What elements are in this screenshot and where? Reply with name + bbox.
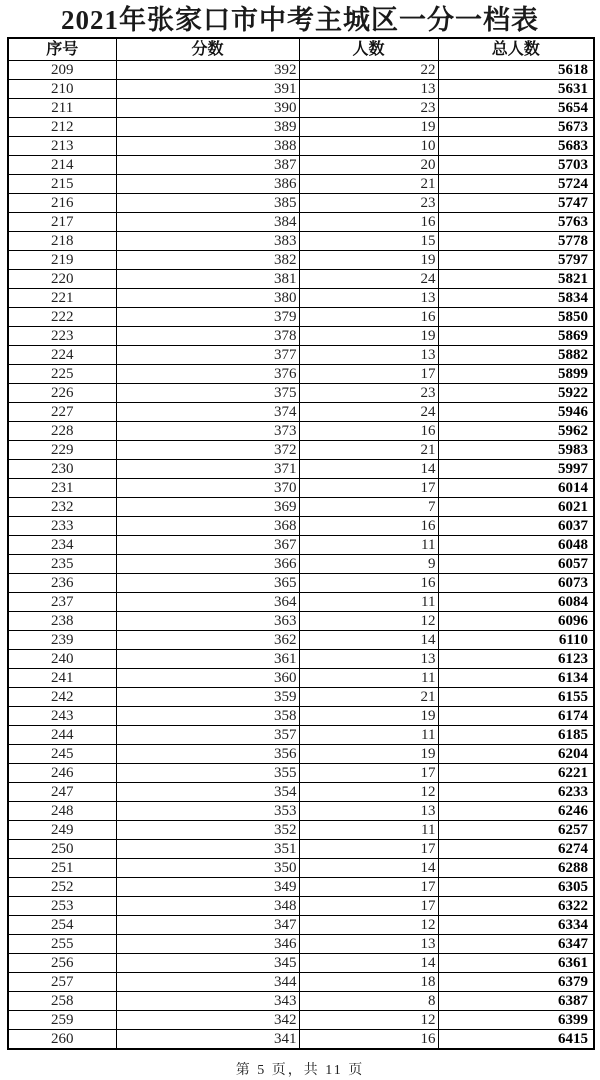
table-row [8, 669, 594, 688]
count-cell: 20 [299, 156, 438, 175]
total-cell: 6361 [438, 954, 594, 973]
serial-cell: 228 [8, 422, 116, 441]
count-cell: 19 [299, 707, 438, 726]
count-cell: 16 [299, 213, 438, 232]
count-cell: 11 [299, 536, 438, 555]
table-row [8, 479, 594, 498]
count-cell: 16 [299, 517, 438, 536]
table-row [8, 745, 594, 764]
score-cell: 376 [116, 365, 299, 384]
score-cell: 363 [116, 612, 299, 631]
serial-cell: 251 [8, 859, 116, 878]
score-cell: 342 [116, 1011, 299, 1030]
table-row [8, 954, 594, 973]
total-cell: 5683 [438, 137, 594, 156]
score-cell: 346 [116, 935, 299, 954]
count-cell: 23 [299, 99, 438, 118]
serial-cell: 216 [8, 194, 116, 213]
serial-cell: 252 [8, 878, 116, 897]
total-cell: 6322 [438, 897, 594, 916]
count-cell: 13 [299, 289, 438, 308]
score-cell: 372 [116, 441, 299, 460]
table-row [8, 574, 594, 593]
total-cell: 5618 [438, 61, 594, 80]
score-cell: 366 [116, 555, 299, 574]
score-cell: 343 [116, 992, 299, 1011]
score-cell: 348 [116, 897, 299, 916]
score-cell: 341 [116, 1030, 299, 1050]
score-cell: 367 [116, 536, 299, 555]
total-cell: 6415 [438, 1030, 594, 1050]
total-cell: 5763 [438, 213, 594, 232]
count-cell: 19 [299, 327, 438, 346]
count-cell: 12 [299, 916, 438, 935]
serial-cell: 249 [8, 821, 116, 840]
table-row [8, 707, 594, 726]
count-cell: 16 [299, 1030, 438, 1050]
score-cell: 361 [116, 650, 299, 669]
table-row [8, 555, 594, 574]
total-cell: 6257 [438, 821, 594, 840]
score-cell: 347 [116, 916, 299, 935]
score-cell: 354 [116, 783, 299, 802]
serial-cell: 244 [8, 726, 116, 745]
table-row [8, 1011, 594, 1030]
score-cell: 358 [116, 707, 299, 726]
table-row [8, 80, 594, 99]
total-cell: 6334 [438, 916, 594, 935]
score-cell: 392 [116, 61, 299, 80]
count-cell: 16 [299, 422, 438, 441]
total-cell: 6305 [438, 878, 594, 897]
score-cell: 344 [116, 973, 299, 992]
score-cell: 384 [116, 213, 299, 232]
score-cell: 382 [116, 251, 299, 270]
serial-cell: 232 [8, 498, 116, 517]
score-cell: 377 [116, 346, 299, 365]
total-cell: 5778 [438, 232, 594, 251]
total-cell: 5631 [438, 80, 594, 99]
total-cell: 6387 [438, 992, 594, 1011]
table-row [8, 251, 594, 270]
serial-cell: 240 [8, 650, 116, 669]
count-cell: 9 [299, 555, 438, 574]
header-count: 人数 [299, 38, 438, 61]
table-row [8, 175, 594, 194]
score-cell: 386 [116, 175, 299, 194]
score-cell: 378 [116, 327, 299, 346]
total-cell: 5821 [438, 270, 594, 289]
count-cell: 11 [299, 726, 438, 745]
serial-cell: 222 [8, 308, 116, 327]
serial-cell: 209 [8, 61, 116, 80]
serial-cell: 257 [8, 973, 116, 992]
score-cell: 374 [116, 403, 299, 422]
table-row [8, 935, 594, 954]
table-row [8, 916, 594, 935]
score-cell: 390 [116, 99, 299, 118]
table-row [8, 536, 594, 555]
table-row [8, 61, 594, 80]
count-cell: 19 [299, 118, 438, 137]
table-row [8, 308, 594, 327]
total-cell: 6246 [438, 802, 594, 821]
count-cell: 14 [299, 954, 438, 973]
serial-cell: 214 [8, 156, 116, 175]
total-cell: 6288 [438, 859, 594, 878]
serial-cell: 219 [8, 251, 116, 270]
count-cell: 13 [299, 650, 438, 669]
total-cell: 5724 [438, 175, 594, 194]
table-row [8, 973, 594, 992]
table-row [8, 859, 594, 878]
count-cell: 14 [299, 460, 438, 479]
table-body [8, 61, 594, 1050]
score-cell: 383 [116, 232, 299, 251]
count-cell: 15 [299, 232, 438, 251]
total-cell: 5997 [438, 460, 594, 479]
table-row [8, 384, 594, 403]
serial-cell: 245 [8, 745, 116, 764]
score-cell: 359 [116, 688, 299, 707]
table-row [8, 612, 594, 631]
serial-cell: 211 [8, 99, 116, 118]
table-row [8, 688, 594, 707]
serial-cell: 220 [8, 270, 116, 289]
count-cell: 13 [299, 935, 438, 954]
score-cell: 351 [116, 840, 299, 859]
serial-cell: 213 [8, 137, 116, 156]
table-row [8, 878, 594, 897]
count-cell: 12 [299, 1011, 438, 1030]
serial-cell: 256 [8, 954, 116, 973]
count-cell: 16 [299, 574, 438, 593]
table-row [8, 498, 594, 517]
serial-cell: 226 [8, 384, 116, 403]
score-cell: 349 [116, 878, 299, 897]
serial-cell: 255 [8, 935, 116, 954]
total-cell: 6057 [438, 555, 594, 574]
score-cell: 371 [116, 460, 299, 479]
count-cell: 10 [299, 137, 438, 156]
table-row [8, 213, 594, 232]
serial-cell: 229 [8, 441, 116, 460]
page-footer: 第 5 页，共 11 页 [235, 1063, 365, 1078]
total-cell: 5899 [438, 365, 594, 384]
score-cell: 345 [116, 954, 299, 973]
table-row [8, 99, 594, 118]
total-cell: 5922 [438, 384, 594, 403]
table-row [8, 156, 594, 175]
table-row [8, 821, 594, 840]
total-cell: 6037 [438, 517, 594, 536]
total-cell: 6399 [438, 1011, 594, 1030]
total-cell: 6347 [438, 935, 594, 954]
total-cell: 5850 [438, 308, 594, 327]
total-cell: 5946 [438, 403, 594, 422]
table-row [8, 270, 594, 289]
count-cell: 13 [299, 802, 438, 821]
total-cell: 5747 [438, 194, 594, 213]
serial-cell: 253 [8, 897, 116, 916]
table-row [8, 365, 594, 384]
serial-cell: 259 [8, 1011, 116, 1030]
count-cell: 11 [299, 593, 438, 612]
total-cell: 6134 [438, 669, 594, 688]
total-cell: 6084 [438, 593, 594, 612]
serial-cell: 248 [8, 802, 116, 821]
score-cell: 356 [116, 745, 299, 764]
score-cell: 365 [116, 574, 299, 593]
total-cell: 5797 [438, 251, 594, 270]
total-cell: 5834 [438, 289, 594, 308]
total-cell: 6123 [438, 650, 594, 669]
count-cell: 24 [299, 270, 438, 289]
count-cell: 7 [299, 498, 438, 517]
serial-cell: 234 [8, 536, 116, 555]
serial-cell: 260 [8, 1030, 116, 1050]
count-cell: 17 [299, 764, 438, 783]
serial-cell: 212 [8, 118, 116, 137]
table-row [8, 840, 594, 859]
count-cell: 19 [299, 251, 438, 270]
score-cell: 350 [116, 859, 299, 878]
serial-cell: 246 [8, 764, 116, 783]
total-cell: 5882 [438, 346, 594, 365]
score-cell: 385 [116, 194, 299, 213]
count-cell: 17 [299, 479, 438, 498]
score-cell: 353 [116, 802, 299, 821]
serial-cell: 218 [8, 232, 116, 251]
count-cell: 14 [299, 631, 438, 650]
count-cell: 11 [299, 821, 438, 840]
count-cell: 12 [299, 612, 438, 631]
table-row [8, 783, 594, 802]
score-cell: 360 [116, 669, 299, 688]
total-cell: 6048 [438, 536, 594, 555]
score-cell: 381 [116, 270, 299, 289]
serial-cell: 235 [8, 555, 116, 574]
score-cell: 375 [116, 384, 299, 403]
count-cell: 17 [299, 878, 438, 897]
serial-cell: 215 [8, 175, 116, 194]
table-row [8, 726, 594, 745]
total-cell: 5673 [438, 118, 594, 137]
total-cell: 6174 [438, 707, 594, 726]
score-cell: 387 [116, 156, 299, 175]
serial-cell: 243 [8, 707, 116, 726]
score-cell: 355 [116, 764, 299, 783]
serial-cell: 242 [8, 688, 116, 707]
count-cell: 8 [299, 992, 438, 1011]
count-cell: 21 [299, 441, 438, 460]
count-cell: 18 [299, 973, 438, 992]
total-cell: 6204 [438, 745, 594, 764]
table-row [8, 118, 594, 137]
count-cell: 11 [299, 669, 438, 688]
table-row [8, 650, 594, 669]
count-cell: 21 [299, 175, 438, 194]
serial-cell: 233 [8, 517, 116, 536]
serial-cell: 210 [8, 80, 116, 99]
serial-cell: 230 [8, 460, 116, 479]
total-cell: 5983 [438, 441, 594, 460]
total-cell: 6221 [438, 764, 594, 783]
total-cell: 6073 [438, 574, 594, 593]
score-cell: 368 [116, 517, 299, 536]
table-row [8, 517, 594, 536]
table-row [8, 346, 594, 365]
serial-cell: 227 [8, 403, 116, 422]
total-cell: 5869 [438, 327, 594, 346]
total-cell: 6110 [438, 631, 594, 650]
table-row [8, 403, 594, 422]
total-cell: 5654 [438, 99, 594, 118]
table-row [8, 289, 594, 308]
serial-cell: 247 [8, 783, 116, 802]
score-cell: 391 [116, 80, 299, 99]
score-cell: 357 [116, 726, 299, 745]
total-cell: 5962 [438, 422, 594, 441]
serial-cell: 236 [8, 574, 116, 593]
serial-cell: 225 [8, 365, 116, 384]
header-score: 分数 [116, 38, 299, 61]
score-cell: 370 [116, 479, 299, 498]
table-row [8, 232, 594, 251]
count-cell: 13 [299, 346, 438, 365]
serial-cell: 258 [8, 992, 116, 1011]
header-serial: 序号 [8, 38, 116, 61]
serial-cell: 239 [8, 631, 116, 650]
count-cell: 12 [299, 783, 438, 802]
table-row [8, 194, 594, 213]
table-row [8, 764, 594, 783]
total-cell: 6274 [438, 840, 594, 859]
count-cell: 17 [299, 840, 438, 859]
count-cell: 19 [299, 745, 438, 764]
serial-cell: 254 [8, 916, 116, 935]
serial-cell: 224 [8, 346, 116, 365]
score-cell: 380 [116, 289, 299, 308]
serial-cell: 231 [8, 479, 116, 498]
score-cell: 362 [116, 631, 299, 650]
table-row [8, 631, 594, 650]
score-cell: 388 [116, 137, 299, 156]
total-cell: 6379 [438, 973, 594, 992]
count-cell: 14 [299, 859, 438, 878]
table-row [8, 137, 594, 156]
count-cell: 17 [299, 365, 438, 384]
count-cell: 21 [299, 688, 438, 707]
count-cell: 17 [299, 897, 438, 916]
total-cell: 6233 [438, 783, 594, 802]
score-distribution-table [7, 37, 595, 1050]
table-row [8, 441, 594, 460]
serial-cell: 238 [8, 612, 116, 631]
total-cell: 6021 [438, 498, 594, 517]
total-cell: 6155 [438, 688, 594, 707]
table-row [8, 460, 594, 479]
table-row [8, 1030, 594, 1050]
score-cell: 369 [116, 498, 299, 517]
total-cell: 6014 [438, 479, 594, 498]
count-cell: 23 [299, 194, 438, 213]
table-row [8, 992, 594, 1011]
total-cell: 5703 [438, 156, 594, 175]
table-row [8, 422, 594, 441]
header-total: 总人数 [438, 38, 594, 61]
serial-cell: 223 [8, 327, 116, 346]
table-row [8, 897, 594, 916]
score-cell: 364 [116, 593, 299, 612]
serial-cell: 237 [8, 593, 116, 612]
count-cell: 24 [299, 403, 438, 422]
serial-cell: 221 [8, 289, 116, 308]
score-cell: 389 [116, 118, 299, 137]
count-cell: 16 [299, 308, 438, 327]
page-title: 2021年张家口市中考主城区一分一档表 [61, 5, 539, 35]
total-cell: 6096 [438, 612, 594, 631]
serial-cell: 217 [8, 213, 116, 232]
score-cell: 352 [116, 821, 299, 840]
table-row [8, 593, 594, 612]
count-cell: 23 [299, 384, 438, 403]
table-header-row [8, 38, 594, 61]
count-cell: 22 [299, 61, 438, 80]
score-cell: 373 [116, 422, 299, 441]
serial-cell: 241 [8, 669, 116, 688]
count-cell: 13 [299, 80, 438, 99]
table-row [8, 802, 594, 821]
total-cell: 6185 [438, 726, 594, 745]
score-cell: 379 [116, 308, 299, 327]
table-row [8, 327, 594, 346]
serial-cell: 250 [8, 840, 116, 859]
